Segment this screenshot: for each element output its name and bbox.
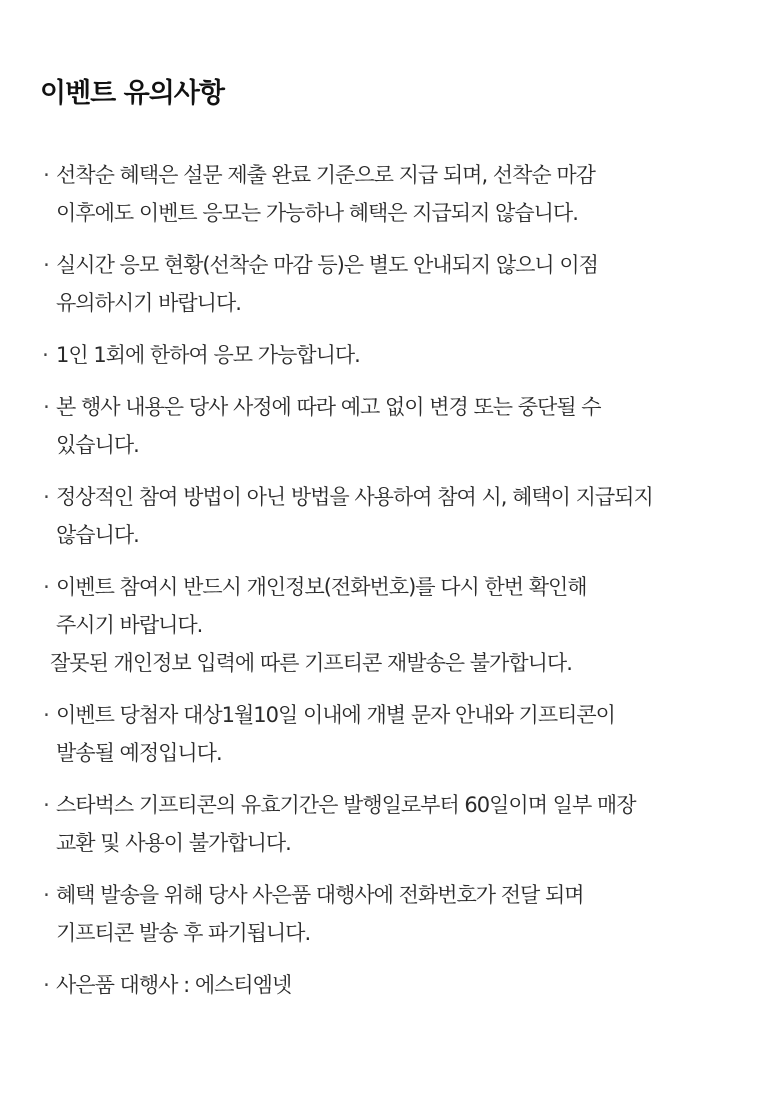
notice-line: 사은품 대행사 : 에스티엠넷: [56, 973, 292, 997]
notice-item: [40, 696, 740, 772]
notice-item: [40, 156, 740, 232]
notice-line: 정상적인 참여 방법이 아닌 방법을 사용하여 참여 시, 혜택이 지급되지: [56, 485, 653, 509]
bullet-dot-icon: ·: [43, 395, 49, 419]
bullet-dot-icon: ·: [43, 793, 49, 817]
bullet-dot-icon: ·: [43, 575, 49, 599]
bullet-dot-icon: ·: [43, 703, 49, 727]
page-title: 이벤트 유의사항: [40, 78, 224, 109]
bullet-dot-icon: ·: [43, 163, 49, 187]
notice-line: 1인 1회에 한하여 응모 가능합니다.: [56, 343, 360, 367]
notice-line: 혜택 발송을 위해 당사 사은품 대행사에 전화번호가 전달 되며: [56, 883, 584, 907]
notice-list: [40, 156, 740, 1004]
notice-item: [40, 336, 740, 374]
notice-line: 선착순 혜택은 설문 제출 완료 기준으로 지급 되며, 선착순 마감: [56, 163, 595, 187]
notice-line: 않습니다.: [56, 523, 139, 547]
notice-line: 본 행사 내용은 당사 사정에 따라 예고 없이 변경 또는 중단될 수: [56, 395, 601, 419]
notice-line: 유의하시기 바랍니다.: [56, 291, 241, 315]
notice-item: [40, 568, 740, 682]
notice-item: [40, 478, 740, 554]
notice-line: 실시간 응모 현황(선착순 마감 등)은 별도 안내되지 않으니 이점: [56, 253, 598, 277]
notice-line: 이후에도 이벤트 응모는 가능하나 혜택은 지급되지 않습니다.: [56, 201, 578, 225]
notice-extra-line: 잘못된 개인정보 입력에 따른 기프티콘 재발송은 불가합니다.: [50, 651, 572, 675]
bullet-dot-icon: ·: [43, 883, 49, 907]
notice-line: 있습니다.: [56, 433, 139, 457]
bullet-dot-icon: ·: [43, 973, 49, 997]
notice-line: 기프티콘 발송 후 파기됩니다.: [56, 921, 311, 945]
notice-item: [40, 966, 740, 1004]
notice-line: 이벤트 참여시 반드시 개인정보(전화번호)를 다시 한번 확인해: [56, 575, 587, 599]
notice-line: 발송될 예정입니다.: [56, 741, 222, 765]
bullet-dot-icon: ·: [43, 485, 49, 509]
notice-line: 이벤트 당첨자 대상1월10일 이내에 개별 문자 안내와 기프티콘이: [56, 703, 615, 727]
notice-item: [40, 388, 740, 464]
notice-item: [40, 876, 740, 952]
notice-item: [40, 786, 740, 862]
bullet-dot-icon: ·: [43, 253, 49, 277]
notice-line: 스타벅스 기프티콘의 유효기간은 발행일로부터 60일이며 일부 매장: [56, 793, 636, 817]
bullet-dot-icon: ·: [42, 343, 48, 367]
notice-line: 교환 및 사용이 불가합니다.: [56, 831, 291, 855]
notice-line: 주시기 바랍니다.: [56, 613, 203, 637]
notice-item: [40, 246, 740, 322]
